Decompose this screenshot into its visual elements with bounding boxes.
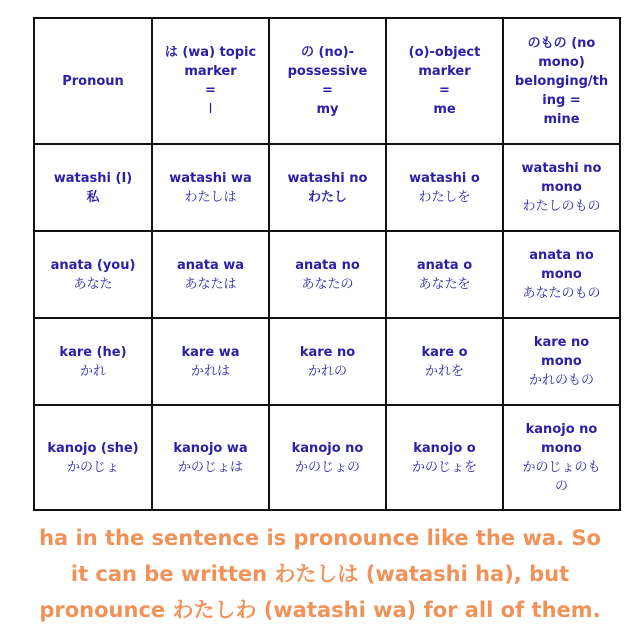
cell-romaji: mono (541, 354, 582, 369)
cell-romaji: anata (you) (50, 257, 136, 273)
header-o-line: marker (418, 64, 471, 79)
cell-wa (152, 231, 269, 318)
cell-kana: かれは (190, 363, 230, 379)
cell-romaji: watashi o (409, 170, 480, 186)
cell-o (386, 144, 503, 231)
header-nomono-line: mono) (538, 54, 585, 70)
header-o (386, 18, 503, 144)
cell-wa (152, 318, 269, 405)
table-row (34, 231, 620, 318)
cell-romaji: mono (541, 267, 582, 282)
header-wa-line: marker (184, 64, 237, 79)
cell-nomono (503, 144, 620, 231)
cell-kana: わたし (307, 189, 347, 205)
cell-no (269, 405, 386, 510)
cell-kana: かれのもの (528, 373, 594, 388)
cell-romaji: watashi (I) (53, 170, 133, 186)
table-row (34, 405, 620, 510)
cell-kana: かれを (424, 363, 464, 379)
cell-romaji: kare (he) (59, 344, 127, 360)
note-line: ha in the sentence is pronounce like the wa. So (39, 526, 601, 550)
cell-pronoun (34, 231, 152, 318)
header-no-line: possessive (287, 64, 368, 79)
cell-wa (152, 405, 269, 510)
cell-pronoun (34, 405, 152, 510)
note-line: it can be written わたしは (watashi ha), but (70, 562, 570, 586)
cell-kana: あなたの (301, 276, 354, 292)
cell-kana: かれの (307, 363, 347, 379)
cell-kana: かのじょは (177, 459, 243, 475)
cell-nomono (503, 231, 620, 318)
header-nomono-line: のもの (no (527, 35, 596, 51)
header-nomono-line: belonging/th (514, 73, 609, 89)
cell-pronoun (34, 318, 152, 405)
header-wa-line: は (wa) topic (164, 45, 257, 60)
cell-kana: わたしを (418, 189, 471, 205)
cell-romaji: mono (541, 440, 582, 456)
cell-kana: あなたは (184, 276, 237, 292)
cell-romaji: kare no (533, 335, 590, 350)
table-row (34, 144, 620, 231)
cell-kana: 私 (86, 189, 100, 205)
table-row (34, 318, 620, 405)
header-wa-line: I (208, 102, 213, 117)
cell-romaji: kanojo (she) (47, 440, 139, 456)
header-no-line: my (316, 102, 339, 117)
cell-romaji: anata wa (176, 257, 245, 273)
cell-o (386, 231, 503, 318)
header-no (269, 18, 386, 144)
cell-kana: の (554, 478, 568, 494)
cell-romaji: watashi no (287, 170, 368, 186)
cell-romaji: watashi wa (169, 170, 252, 186)
cell-romaji: kare o (421, 344, 468, 360)
cell-romaji: anata o (416, 257, 473, 273)
header-nomono-line: mine (543, 111, 580, 127)
header-no-line: = (322, 83, 333, 98)
cell-kana: かのじょのも (522, 459, 601, 475)
pronoun-table (33, 17, 621, 511)
cell-kana: かのじょを (411, 459, 477, 475)
cell-wa (152, 144, 269, 231)
cell-romaji: mono (541, 180, 582, 195)
header-nomono (503, 18, 620, 144)
header-pronoun (34, 18, 152, 144)
cell-kana: あなた (73, 276, 113, 292)
header-o-line: (o)-object (408, 45, 481, 60)
cell-no (269, 144, 386, 231)
cell-romaji: anata no (295, 257, 360, 273)
cell-pronoun (34, 144, 152, 231)
cell-kana: かれ (79, 363, 106, 379)
cell-kana: かのじょの (294, 459, 360, 475)
cell-o (386, 405, 503, 510)
cell-no (269, 318, 386, 405)
cell-romaji: watashi no (521, 161, 602, 176)
header-o-line: me (433, 102, 456, 117)
cell-romaji: kanojo no (525, 421, 598, 437)
cell-romaji: kanojo wa (173, 440, 248, 456)
header-pronoun-label: Pronoun (62, 73, 124, 89)
note-line: pronounce わたしわ (watashi wa) for all of them. (39, 598, 601, 622)
header-no-line: の (no)- (301, 45, 354, 60)
cell-nomono (503, 405, 620, 510)
pronunciation-note (10, 520, 630, 628)
header-nomono-line: ing = (542, 92, 581, 108)
cell-kana: かのじょ (66, 459, 119, 475)
cell-no (269, 231, 386, 318)
cell-kana: わたしのもの (522, 199, 601, 214)
cell-kana: わたしは (184, 189, 237, 205)
cell-romaji: anata no (529, 248, 594, 263)
header-o-line: = (439, 83, 450, 98)
cell-o (386, 318, 503, 405)
header-wa (152, 18, 269, 144)
cell-kana: あなたを (418, 276, 471, 292)
cell-romaji: kanojo no (291, 440, 364, 456)
header-wa-line: = (205, 83, 216, 98)
header-row (34, 18, 620, 144)
cell-kana: あなたのもの (522, 286, 601, 301)
cell-romaji: kanojo o (413, 440, 476, 456)
cell-romaji: kare wa (181, 344, 240, 360)
cell-romaji: kare no (299, 344, 356, 360)
cell-nomono (503, 318, 620, 405)
